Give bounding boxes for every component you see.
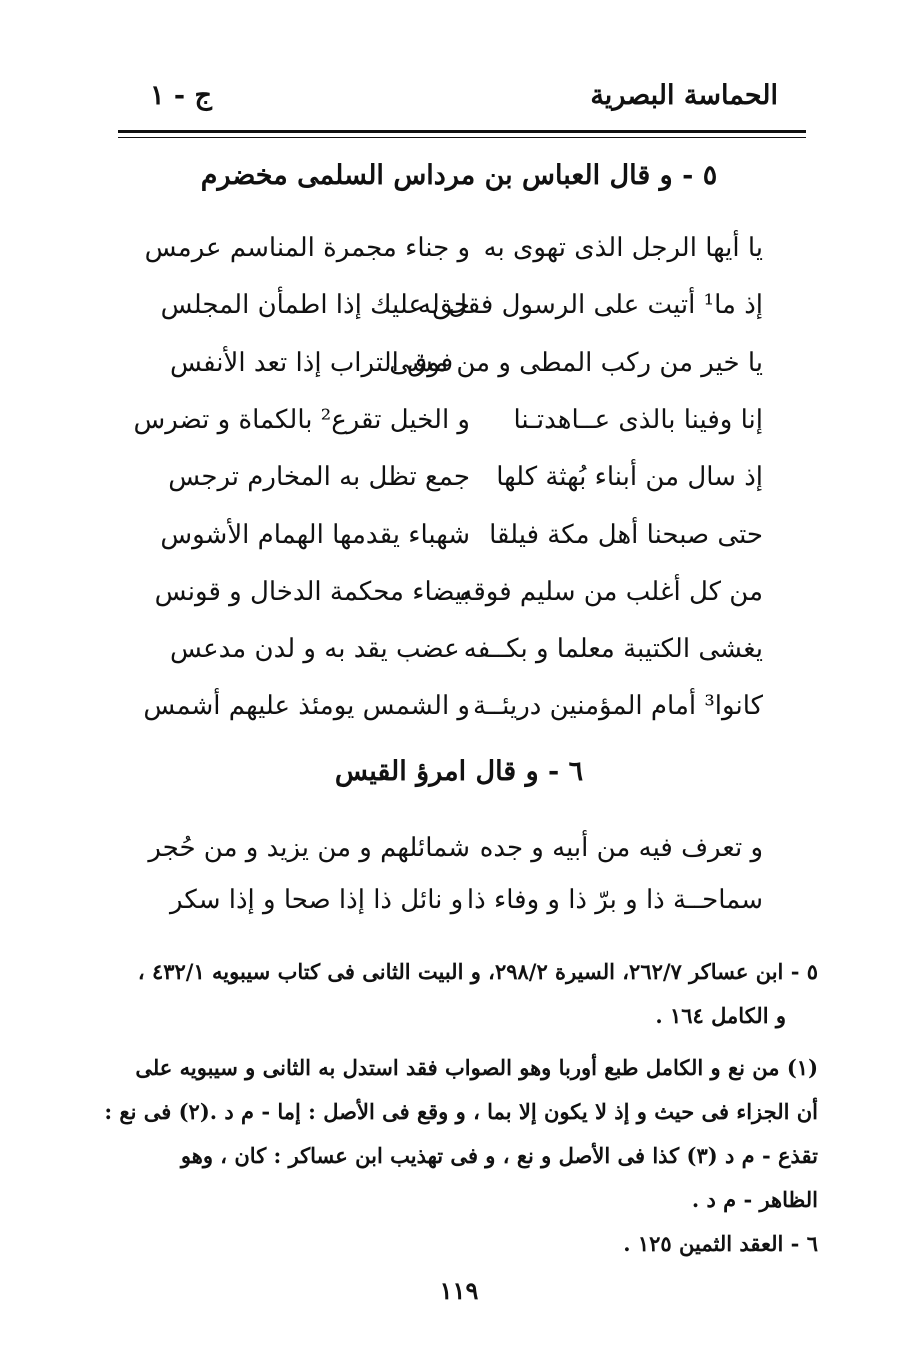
verse-first-hemistich: إذ ما¹ أتيت على الرسول فقل له	[417, 290, 763, 320]
footnote-critical-apparatus: الظاهر - م د .	[691, 1187, 818, 1212]
verse-second-hemistich: بيضاء محكمة الدخال و قونس	[154, 577, 470, 607]
footnote-spacer	[128, 1038, 818, 1046]
header-rule-thin	[118, 137, 806, 138]
page-number: ١١٩	[439, 1276, 479, 1305]
footnote-critical-apparatus: (١) من نع و الكامل طبع أوربا وهو الصواب فقد استدل به الثانى و سيبويه على	[135, 1055, 818, 1080]
verse-second-hemistich: جمع تظل به المخارم ترجس	[168, 462, 470, 492]
verse-first-hemistich: كانوا³ أمام المؤمنين دريئــة	[472, 691, 763, 721]
verse-first-hemistich: يا أيها الرجل الذى تهوى به	[483, 233, 763, 263]
footnotes	[104, 950, 818, 1266]
verse-second-hemistich: و جناء مجمرة المناسم عرمس	[144, 233, 470, 263]
footnote-critical-apparatus: أن الجزاء فى حيث و إذ لا يكون إلا بما ، و وقع فى الأصل : إما - م د .(٢) فى نع :	[104, 1099, 818, 1124]
poem-5-heading: ٥ - و قال العباس بن مرداس السلمى مخضرم	[200, 160, 718, 191]
verse-second-hemistich: شهباء يقدمها الهمام الأشوس	[160, 520, 470, 550]
verse-first-hemistich: من كل أغلب من سليم فوقه	[459, 577, 763, 607]
poem-5-verse	[154, 570, 763, 614]
verse-second-hemistich: و الشمس يومئذ عليهم أشمس	[143, 691, 470, 721]
verse-first-hemistich: يا خير من ركب المطى و من مشى	[389, 348, 763, 378]
verse-second-hemistich: و الخيل تقرع² بالكماة و تضرس	[133, 405, 470, 435]
book-title: الحماسة البصرية	[590, 79, 778, 111]
poem-5-verse	[170, 627, 763, 671]
verse-first-hemistich: حتى صبحنا أهل مكة فيلقا	[489, 520, 763, 550]
footnote-poem-5: ٥ - ابن عساكر ٢٦٢/٧، السيرة ٢٩٨/٢، و البيت الثانى فى كتاب سيبويه ٤٣٢/١ ،	[137, 959, 818, 984]
verse-first-hemistich: سماحــة ذا و برّ ذا و وفاء ذا	[466, 885, 763, 915]
verse-first-hemistich: يغشى الكتيبة معلما و بكــفه	[463, 634, 763, 664]
poem-5-verse	[144, 226, 763, 270]
poem-5-verse	[170, 341, 763, 385]
poem-5-verse	[143, 684, 763, 728]
poem-5-verse	[133, 398, 763, 442]
poem-6-verse	[170, 878, 763, 922]
header-rule-thick	[118, 130, 806, 133]
footnote-critical-apparatus: تقذع - م د (٣) كذا فى الأصل و نع ، و فى تهذيب ابن عساكر : كان ، وهو	[180, 1143, 818, 1168]
verse-second-hemistich: شمائلهم و من يزيد و من حُجر	[148, 833, 470, 863]
footnote-poem-5-continued: و الكامل ١٦٤ .	[655, 1003, 786, 1028]
verse-second-hemistich: عضب يقد به و لدن مدعس	[170, 634, 460, 664]
running-header	[150, 72, 778, 118]
poem-6-verse	[148, 826, 763, 870]
poem-6-heading: ٦ - و قال امرؤ القيس	[334, 756, 584, 787]
verse-first-hemistich: و تعرف فيه من أبيه و جده	[479, 833, 763, 863]
verse-second-hemistich: فوق التراب إذا تعد الأنفس	[170, 348, 454, 378]
poem-5-verse	[160, 513, 763, 557]
poem-5-verse	[160, 283, 763, 327]
footnote-poem-6: ٦ - العقد الثمين ١٢٥ .	[623, 1231, 818, 1256]
volume-number: ج - ١	[150, 79, 212, 111]
verse-first-hemistich: إنا وفينا بالذى عــاهدتـنا	[513, 405, 763, 435]
poem-5-verse	[170, 455, 763, 499]
verse-second-hemistich: حق عليك إذا اطمأن المجلس	[160, 290, 470, 320]
verse-first-hemistich: إذ سال من أبناء بُهثة كلها	[496, 462, 763, 492]
verse-second-hemistich: و نائل ذا إذا صحا و إذا سكر	[170, 885, 464, 915]
